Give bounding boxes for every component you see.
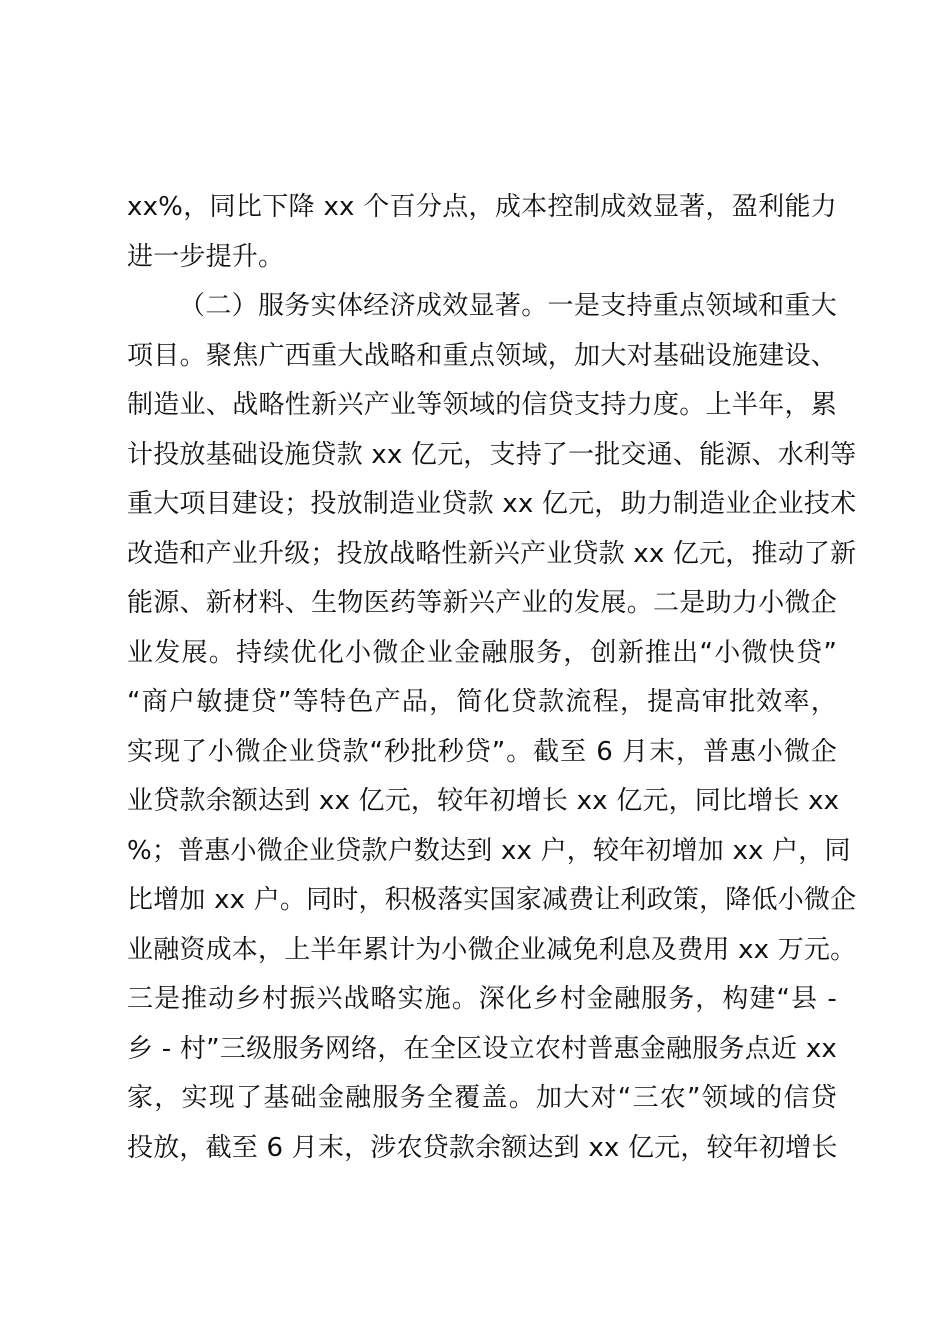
text-line: 三是推动乡村振兴战略实施。深化乡村金融服务，构建“县 - — [127, 984, 837, 1014]
text-line: 能源、新材料、生物医药等新兴产业的发展。二是助力小微企 — [127, 588, 837, 618]
text-line: 业融资成本，上半年累计为小微企业减免利息及费用 xx 万元。 — [127, 934, 857, 965]
text-line: “商户敏捷贷”等特色产品，简化贷款流程，提高审批效率， — [127, 687, 837, 717]
text-line: 进一步提升。 — [127, 241, 285, 272]
text-line: 业贷款余额达到 xx 亿元，较年初增长 xx 亿元，同比增长 xx — [127, 786, 840, 816]
text-line: 实现了小微企业贷款“秒批秒贷”。截至 6 月末，普惠小微企 — [127, 736, 837, 767]
text-line: 改造和产业升级；投放战略性新兴产业贷款 xx 亿元，推动了新 — [127, 538, 857, 569]
text-line: 乡 - 村”三级服务网络，在全区设立农村普惠金融服务点近 xx — [127, 1033, 837, 1064]
text-line: 重大项目建设；投放制造业贷款 xx 亿元，助力制造业企业技术 — [127, 489, 857, 519]
text-line: xx%，同比下降 xx 个百分点，成本控制成效显著，盈利能力 — [127, 192, 837, 222]
text-line: 家，实现了基础金融服务全覆盖。加大对“三农”领域的信贷 — [127, 1083, 837, 1113]
text-line: %；普惠小微企业贷款户数达到 xx 户，较年初增加 xx 户，同 — [127, 835, 851, 866]
text-line: 制造业、战略性新兴产业等领域的信贷支持力度。上半年，累 — [127, 390, 837, 420]
text-line: 项目。聚焦广西重大战略和重点领域，加大对基础设施建设、 — [127, 340, 837, 371]
text-line: 比增加 xx 户。同时，积极落实国家减费让利政策，降低小微企 — [127, 885, 857, 915]
body-text — [127, 183, 857, 1173]
text-line: 业发展。持续优化小微企业金融服务，创新推出“小微快贷” — [127, 637, 837, 668]
text-line: 计投放基础设施贷款 xx 亿元，支持了一批交通、能源、水利等 — [127, 439, 857, 470]
text-line: 投放，截至 6 月末，涉农贷款余额达到 xx 亿元，较年初增长 — [127, 1132, 838, 1163]
paragraph-heading-line: （二）服务实体经济成效显著。一是支持重点领域和重大 — [179, 291, 837, 321]
